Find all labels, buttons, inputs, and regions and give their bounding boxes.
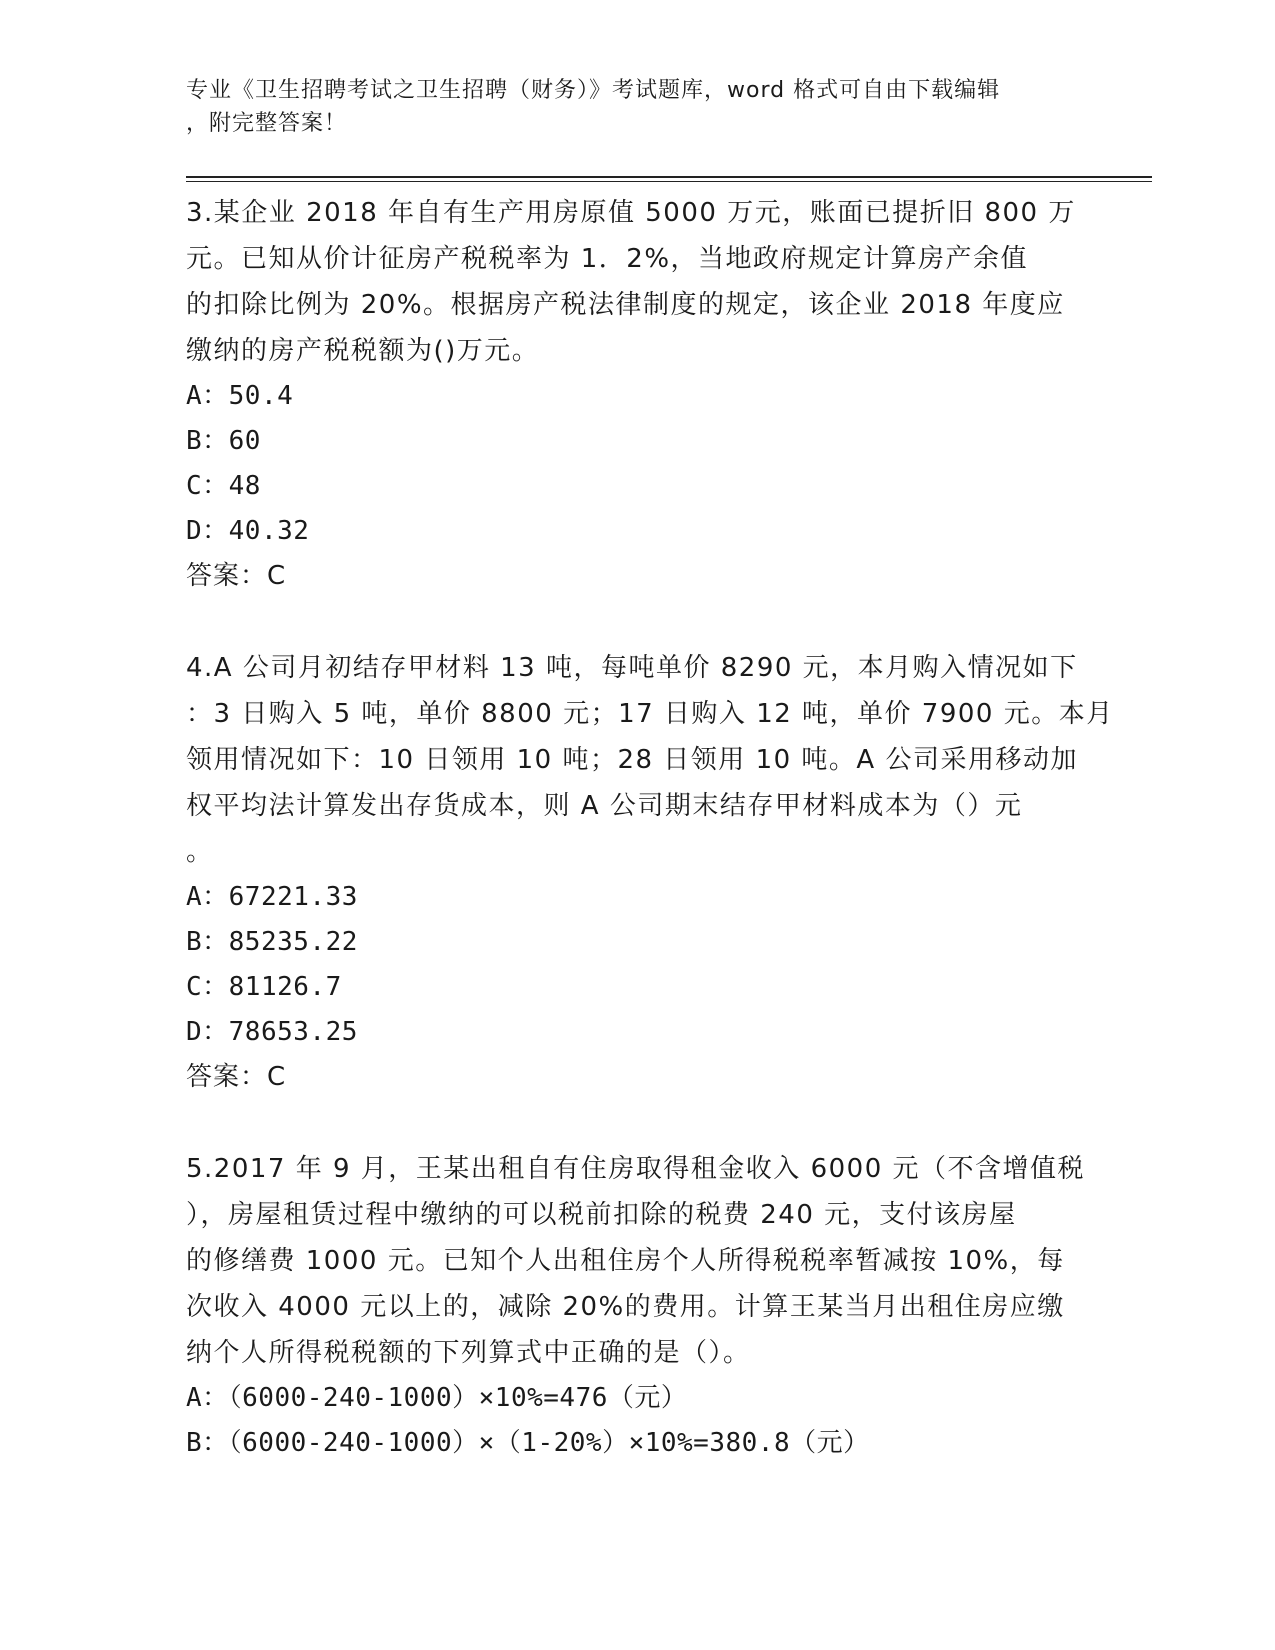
option-a: A：（6000-240-1000）×10%=476（元） [186, 1383, 688, 1413]
option-d: D：40.32 [186, 516, 310, 546]
header-divider-thick [186, 176, 1152, 178]
option-a: A：50.4 [186, 381, 294, 411]
question-text-line: 次收入 4000 元以上的，减除 20%的费用。计算王某当月出租住房应缴 [186, 1292, 1065, 1322]
question-text-line: 缴纳的房产税税额为()万元。 [186, 336, 540, 366]
question-block [186, 645, 1114, 1100]
question-text-line: 领用情况如下：10 日领用 10 吨；28 日领用 10 吨。A 公司采用移动加 [186, 745, 1078, 775]
header-divider-thin [186, 181, 1152, 182]
question-text-line: 3.某企业 2018 年自有生产用房原值 5000 万元，账面已提折旧 800 万 [186, 198, 1076, 228]
option-a: A：67221.33 [186, 882, 358, 912]
option-d: D：78653.25 [186, 1017, 358, 1047]
option-b: B：（6000-240-1000）×（1-20%）×10%=380.8（元） [186, 1428, 870, 1458]
header-line-1: 专业《卫生招聘考试之卫生招聘（财务）》考试题库，word 格式可自由下载编辑 [186, 78, 1001, 103]
question-text-line: 权平均法计算发出存货成本，则 A 公司期末结存甲材料成本为（）元 [186, 791, 1023, 821]
question-text-line: 元。已知从价计征房产税税率为 1．2%，当地政府规定计算房产余值 [186, 244, 1029, 274]
option-b: B：60 [186, 426, 261, 456]
question-gap [186, 1100, 1086, 1146]
option-c: C：48 [186, 471, 261, 501]
header-line-2: ，附完整答案！ [186, 111, 348, 136]
question-gap [186, 599, 1086, 645]
question-text-line: 。 [186, 837, 214, 867]
question-text-line: 的扣除比例为 20%。根据房产税法律制度的规定，该企业 2018 年度应 [186, 290, 1065, 320]
question-text-line: 的修缮费 1000 元。已知个人出租住房个人所得税税率暂减按 10%，每 [186, 1246, 1065, 1276]
option-b: B：85235.22 [186, 927, 358, 957]
document-header [186, 74, 1086, 140]
question-block [186, 1146, 1086, 1466]
question-text-line: 5.2017 年 9 月，王某出租自有住房取得租金收入 6000 元（不含增值税 [186, 1154, 1086, 1184]
question-text-line: 纳个人所得税税额的下列算式中正确的是（）。 [186, 1338, 751, 1368]
answer-line: 答案：C [186, 1062, 287, 1092]
question-list [186, 190, 1114, 1466]
question-text-line: 4.A 公司月初结存甲材料 13 吨，每吨单价 8290 元，本月购入情况如下 [186, 653, 1078, 683]
question-block [186, 190, 1086, 599]
answer-line: 答案：C [186, 561, 287, 591]
question-text-line: ），房屋租赁过程中缴纳的可以税前扣除的税费 240 元，支付该房屋 [186, 1200, 1017, 1230]
option-c: C：81126.7 [186, 972, 342, 1002]
question-text-line: ：3 日购入 5 吨，单价 8800 元；17 日购入 12 吨，单价 7900 元。本月 [186, 699, 1114, 729]
